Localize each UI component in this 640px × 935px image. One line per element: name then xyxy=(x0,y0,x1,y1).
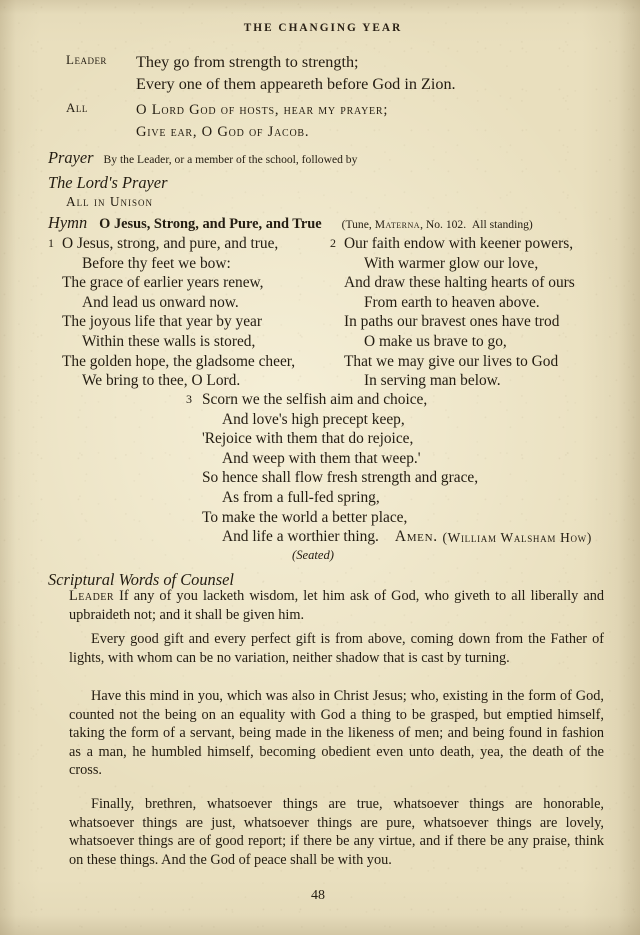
counsel-paragraph-1 xyxy=(69,587,604,624)
stanza-1-line-8: We bring to thee, O Lord. xyxy=(82,372,241,390)
lords-prayer-heading xyxy=(48,173,608,193)
tune-number: , No. 102. xyxy=(420,218,467,231)
tune-prefix: (Tune, xyxy=(341,218,372,231)
hymn-label: Hymn xyxy=(48,213,88,232)
hymn-rubric xyxy=(48,213,608,233)
stanza-3-line-8-text: And life a worthier thing. xyxy=(222,528,379,546)
unison-direction: All in Unison xyxy=(66,194,154,209)
leader-line-2: Every one of them appeareth before God in Zion. xyxy=(136,74,456,93)
stanza-2-line-1: Our faith endow with keener powers, xyxy=(344,235,574,252)
stanza-2-line-7: That we may give our lives to God xyxy=(344,352,559,370)
hymn-stanza-1 xyxy=(48,234,338,391)
speaker-label-all: All xyxy=(66,100,88,115)
hymn-stanza-3 xyxy=(186,390,516,547)
seated-direction: (Seated) xyxy=(292,548,334,562)
all-lines xyxy=(136,100,606,143)
responsive-reading-all xyxy=(66,100,606,143)
amen-text: Amen. xyxy=(394,528,438,546)
speaker-label-leader-counsel: Leader xyxy=(69,588,115,604)
counsel-paragraph-1-text: If any of you lacketh wisdom, let him ask of God, who giveth to all liberally and upbraideth not; and it shall be given him. xyxy=(69,588,604,623)
running-head xyxy=(0,22,640,34)
stanza-1-line-5: The joyous life that year by year xyxy=(62,313,263,331)
hymn-tune-info xyxy=(322,218,533,231)
leader-lines xyxy=(136,52,606,95)
stanza-number-1: 1 xyxy=(48,236,54,250)
stanza-2-line-3: And draw these halting hearts of ours xyxy=(344,274,575,292)
stanza-number-3: 3 xyxy=(186,392,192,406)
counsel-paragraph-4: Finally, brethren, whatsoever things are true, whatsoever things are honorable, whatsoever things are just, whatsoever things are pure, whatsoever things are lovely, whatsoever things are of good report; if there be any virtue, and if there be any praise, think on these things. And the God of peace shall be with you. xyxy=(69,796,604,868)
stanza-2-line-8: In serving man below. xyxy=(364,372,501,390)
stanza-2-line-6: O make us brave to go, xyxy=(364,332,507,350)
stanza-3-lines xyxy=(202,390,516,547)
leader-line-1: They go from strength to strength; xyxy=(136,53,359,71)
running-head-text: THE CHANGING YEAR xyxy=(243,22,403,34)
speaker-label-leader: Leader xyxy=(66,52,107,67)
hymn-direction: All standing) xyxy=(471,218,533,231)
stanza-3-line-1: Scorn we the selfish aim and choice, xyxy=(202,391,428,408)
counsel-paragraph-2: Every good gift and every perfect gift is from above, coming down from the Father of lights, with whom can be no variation, neither shadow that is cast by turning. xyxy=(69,631,604,666)
hymn-author-attribution: (William Walsham How) xyxy=(442,530,592,545)
page-number: 48 xyxy=(311,888,325,903)
hymn-stanza-2 xyxy=(330,234,620,391)
all-line-2: Give ear, O God of Jacob. xyxy=(136,123,310,140)
hymn-title: O Jesus, Strong, and Pure, and True xyxy=(99,216,322,232)
counsel-paragraph-3: Have this mind in you, which was also in Christ Jesus; who, existing in the form of God, counted not the being on an equality with God a thing to be grasped, but emptied himself, taking the form of a servant, being made in the likeness of men; and being found in fashion as a man, he humbled himself, becoming obedient even unto death, yea, the death of the cross. xyxy=(69,688,604,779)
stanza-number-2: 2 xyxy=(330,236,336,250)
stanza-1-line-3: The grace of earlier years renew, xyxy=(62,274,264,292)
tune-name: Materna xyxy=(374,218,421,231)
lords-prayer-label: The Lord's Prayer xyxy=(48,173,168,192)
responsive-reading-leader xyxy=(66,52,606,95)
stanza-1-line-6: Within these walls is stored, xyxy=(82,332,256,350)
stanza-1-line-1: O Jesus, strong, and pure, and true, xyxy=(62,235,279,252)
stanza-2-line-5: In paths our bravest ones have trod xyxy=(344,313,560,331)
stanza-1-lines xyxy=(62,234,338,391)
scriptural-words-heading: Scriptural Words of Counsel xyxy=(48,570,234,589)
prayer-rubric xyxy=(48,148,608,168)
stanza-3-line-7: To make the world a better place, xyxy=(202,508,408,526)
stanza-2-line-4: From earth to heaven above. xyxy=(364,293,540,311)
stanza-1-line-4: And lead us onward now. xyxy=(82,293,239,311)
stanza-3-line-2: And love's high precept keep, xyxy=(222,410,405,428)
all-line-1: O Lord God of hosts, hear my prayer; xyxy=(136,102,389,118)
stanza-1-line-2: Before thy feet we bow: xyxy=(82,254,231,272)
stanza-3-line-5: So hence shall flow fresh strength and grace, xyxy=(202,469,479,487)
stanza-3-line-6: As from a full-fed spring, xyxy=(222,488,380,506)
stanza-2-line-2: With warmer glow our love, xyxy=(364,254,539,272)
stanza-2-lines xyxy=(344,234,620,391)
prayer-label: Prayer xyxy=(48,148,94,167)
prayer-note: By the Leader, or a member of the school, followed by xyxy=(103,153,358,166)
stanza-3-line-4: And weep with them that weep.' xyxy=(222,449,421,467)
stanza-3-line-3: 'Rejoice with them that do rejoice, xyxy=(202,430,414,448)
stanza-1-line-7: The golden hope, the gladsome cheer, xyxy=(62,352,296,370)
